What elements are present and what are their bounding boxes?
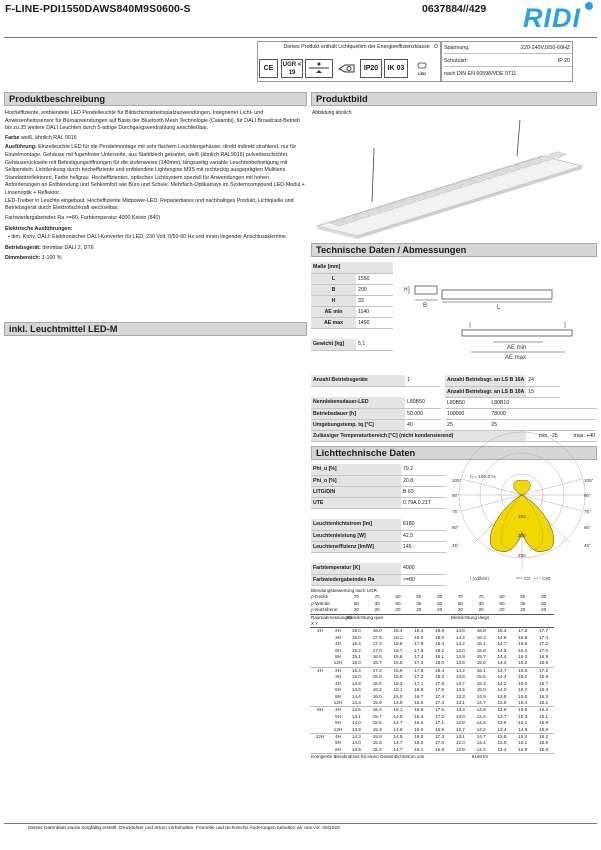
ugr-value: 14.3 [351,699,361,705]
ugr-table-wrap [310,588,554,797]
ugr-y: 4H [335,641,341,647]
ugr-value: 17.3 [435,699,445,705]
ugr-value: 16.9 [435,726,445,732]
ugr-y: 4H [330,707,346,714]
ugr-value: 15.0 [351,634,361,640]
svg-text:H: H [404,287,408,293]
ugr-value: 14.0 [497,687,507,693]
ugr-value: 15.3 [372,746,382,752]
ugr-value: 17.0 [435,740,445,746]
ugr-value: 17.7 [533,628,554,635]
ugr-value: 16.5 [372,680,382,686]
ugr-y: 4H [330,733,346,740]
ugr-value: 13.8 [497,699,507,705]
ugr-value: 15.1 [388,707,409,714]
ugr-value: 16.2 [414,720,424,726]
ugr-value: 15.9 [372,699,382,705]
ugr-value: 15.1 [351,654,361,660]
ugr-value: 18.1 [393,634,403,640]
ugr-value: 16.3 [539,693,549,699]
ugr-value: 14.3 [497,660,507,666]
ugr-value: 16.9 [372,654,382,660]
ugr-value: 16.2 [367,707,388,714]
spec-norm: nach DIN EN 60598/VDE 0711 [444,71,517,77]
product-image [312,116,594,236]
light-distribution-curve [448,469,596,583]
ugr-value: 17.3 [367,667,388,674]
svg-text:90°: 90° [452,493,459,498]
ugr-value: 16.4 [518,647,528,653]
svg-text:105°: 105° [584,478,594,483]
svg-text:60°: 60° [584,525,591,530]
ugr-value: 14.7 [497,641,507,647]
ugr-y: 8H [335,654,341,660]
ugr-value: 16.0 [414,726,424,732]
section-light: Lichttechnische Daten [311,446,597,460]
svg-text:C90: C90 [542,576,551,581]
ugr-value: 16.0 [372,693,382,699]
upward-lobe [514,480,531,495]
ugr-value: 16.9 [539,654,549,660]
ugr-value: 17.8 [408,667,429,674]
led-icon: LED [411,59,433,78]
ugr-value: 13.1 [455,699,465,705]
ugr-value: 16.5 [408,733,429,740]
ugr-value: 14.7 [476,699,486,705]
ugr-value: 15.4 [346,667,367,674]
ugr-value: 17.3 [429,733,450,740]
ugr-y: 6H [335,647,341,653]
ugr-value: 15.1 [518,720,528,726]
description-intro: Hocheffiziente, entblendete LED Pendelleuchte für Bildschirmarbeitsplatzanwendungen. Integrierter Licht- und Anwesenheitssensor für Büroanwendungen auf Basis der Bluetooth Mesh Technologie (Casambi), für DALI Broadcast-Betrieb bis zu 35 weitere DALI Leuchten durch 5-adrige Durchgangsverdrahtung anschließbar. [5,110,300,132]
ugr-value: 16.2 [539,699,549,705]
ugr-y: 8H [335,720,341,726]
ugr-value: 16.8 [372,674,382,680]
ridi-logo [521,1,599,33]
ugr-x: 4H [310,667,330,674]
ugr-value: 15.3 [393,680,403,686]
ugr-row [310,628,554,635]
ugr-value: 16.2 [518,674,528,680]
ugr-value: 13.8 [492,733,513,740]
ugr-value: 15.7 [518,687,528,693]
dimension-table: Maße [mm] L 1550 B 200 H 33 AE min 1140 AE max 1490 Gewicht [kg] 5,1 [311,262,393,351]
ugr-value: 13.5 [497,740,507,746]
ugr-value: 14.4 [476,713,486,719]
ugr-value: 12.9 [455,720,465,726]
ugr-value: 14.9 [518,726,528,732]
ugr-value: 17.4 [539,634,549,640]
svg-text:AE min: AE min [507,345,527,351]
ugr-value: 13.5 [455,687,465,693]
ugr-y: 8H [335,746,341,752]
ugr-value: 14.5 [346,707,367,714]
ugr-value: 16.9 [435,746,445,752]
ugr-value: 15.5 [512,707,533,714]
ik-rating: IK 03 [384,59,408,78]
product-description: Hocheffiziente, entblendete LED Pendelleuchte für Bildschirmarbeitsplatzanwendungen. Integrierter Licht- und Anwesenheitssensor für Büroanwendungen auf Basis der Bluetooth Mesh Technologie (Casambi), für DALI Broadcast-Betrieb bis zu 35 weitere DALI Leuchten durch 5-adrige Durchgangsverdrahtung anschließbar. Farbe weiß, ähnlich RAL 9016 Ausführung: Einzelleuchte LED für die Pendelmontage mit sehr flachem Leuchtengehäuse, direkt indirekt strahlend, nur für Einzelmontage. Gehäuse mit fugenfreier Unterseite, aus Stahlblech gekantet, weiß (ähnlich RAL9016) pulverbeschichtet. Gehäuserückseite mit Befestigungsöffnungen für die stufenweise (140mm), längsseitig variable Leuchtenbefestigung mit Seilpendeln. Lichtlenkung durch hocheffiziente und entblendete Lightengine M9S mit rechteckig ausgeprägten Multilens Standardreflektoren, Farbe hellgrau. Hocheffizientes, optisches Lichtsystem speziell für Anwendungen mit hohen Anforderungen an Entblendung und Sehkomfort wie Büro und Schule. Mehrfach-Optikarrays im Systemcompound LED-Modul + Linsenoptik + Reflektor. LED-Treiber in Leuchte eingebaut. Hocheffiziente Midpower-LED. Reparierbares und nachhaltiges Produkt, Lichtquelle und Betriebsgerät durch Elektrofachkraft wechselbar. Farbwiedergabeindex Ra >=80, Farbtemperatur 4000 Kelvin (840) Elektrische Ausführungen: • dim. Konv. DALI: Elektronischer DALI-Konverter für LED, 230 Volt, 0/50-60 Hz und innen liegender Anschlussklemme. Betriebsgerät: dimmbar DALI 2, DT6 Dimmbereich: 1-100 % [5,110,305,262]
ugr-value: 16.7 [372,660,382,666]
ugr-value: 14.4 [455,634,465,640]
ugr-x: 8H [310,707,330,714]
ugr-x: 2H [310,628,330,635]
protection-class-icon [305,59,333,78]
ugr-value: 14.9 [476,693,486,699]
svg-text:L: L [497,305,501,311]
ugr-row [310,733,554,740]
section-description: Produktbeschreibung [4,92,307,106]
energy-class-value: D [434,44,438,50]
ugr-value: 16.0 [367,628,388,635]
ugr-value: 15.2 [492,628,513,635]
ugr-value: 15.1 [393,687,403,693]
ugr-value: 14.5 [497,647,507,653]
ugr-value: 14.4 [476,720,486,726]
ugr-value: 16.9 [539,674,549,680]
ugr-value: 15.0 [393,693,403,699]
ugr-value: 15.8 [539,746,549,752]
ugr-value: 15.9 [388,667,409,674]
ugr-value: 14.9 [388,733,409,740]
ugr-value: 14.4 [497,654,507,660]
ugr-value: 13.4 [497,726,507,732]
energy-class-text: Dieses Produkt enthält Lichtquellen der Energieeffizienzklasse D [283,44,438,50]
ugr-value: 16.8 [518,634,528,640]
light-table: Phi_u [%] 79.2 Phi_o [%] 20.8 LITG/DIN B 63 UTE 0.79A 0.21T Leuchtenlichtstrom [lm] 6180 Leuchtenleistung [W] 42,5 Leuchteneffizienz [lm/W] 145 Farbtemperatur [K] 4000 Farbwiedergabeindex Ra >=80 [311,464,446,586]
ugr-value: 15.9 [539,740,549,746]
svg-text:η = 100.0 %: η = 100.0 % [470,475,496,480]
ugr-value: 12.8 [455,746,465,752]
ugr-value: 13.3 [455,693,465,699]
ugr-value: 13.7 [497,713,507,719]
ugr-value: 17.1 [414,680,424,686]
ugr-value: 16.8 [539,660,549,666]
ugr-value: 17.2 [435,713,445,719]
ugr-value: 15.4 [518,699,528,705]
ugr-value: 18.0 [435,634,445,640]
ugr-value: 12.0 [455,740,465,746]
ugr-value: 17.0 [372,647,382,653]
ugr-value: 14.0 [455,647,465,653]
ugr-value: 14.2 [476,746,486,752]
ugr-value: 15.8 [476,647,486,653]
ugr-value: 14.7 [393,740,403,746]
ugr-value: 16.1 [476,641,486,647]
ugr-value: 13.6 [497,720,507,726]
ugr-value: 15.7 [372,713,382,719]
ugr-row [310,660,554,667]
ugr-value: 14.2 [497,680,507,686]
ugr-y: 6H [335,687,341,693]
ugr-value: 13.1 [450,733,471,740]
ugr-value: 17.2 [533,667,554,674]
footer-disclaimer: Dieses Datenblatt wurde sorgfältig erstellt. Druckfehler und Irrtum vorbehalten. Formelle und technische Änderungen behalten wir uns vor. 08/2023 [28,826,340,831]
svg-text:105°: 105° [452,478,462,483]
product-title: F-LINE-PDI1550DAWS840M9S0600-S [5,3,191,15]
ugr-value: 15.0 [476,687,486,693]
ugr-value: 13.9 [497,693,507,699]
ugr-value: 16.7 [414,693,424,699]
spec-voltage: Spannung, 220-240V,0/50-60HZ [444,42,572,54]
ugr-value: 14.7 [393,720,403,726]
ugr-value: 16.3 [518,654,528,660]
ugr-value: 17.3 [414,674,424,680]
ugr-value: 14.6 [351,687,361,693]
ugr-value: 15.3 [518,713,528,719]
ugr-value: 13.4 [497,746,507,752]
ugr-row [310,707,554,714]
ugr-value: 16.6 [512,667,533,674]
ugr-value: 15.7 [476,654,486,660]
footer-divider [4,823,597,824]
ugr-value: 14.7 [393,746,403,752]
ugr-value: 14.8 [351,680,361,686]
ugr-value: 13.3 [450,707,471,714]
ugr-value: 16.5 [414,699,424,705]
dimension-header: Maße [mm] [311,262,393,273]
ugr-value: 14.7 [492,667,513,674]
ugr-value: 17.8 [414,641,424,647]
ugr-value: 15.8 [367,733,388,740]
ugr-value: 15.1 [518,740,528,746]
ugr-value: 18.0 [435,660,445,666]
ugr-value: 15.5 [393,660,403,666]
ugr-value: 14.9 [471,707,492,714]
ugr-value: 14.0 [351,720,361,726]
ugr-value: 14.0 [351,740,361,746]
ugr-value: 16.0 [518,680,528,686]
ugr-value: 17.5 [429,707,450,714]
ugr-value: 14.4 [351,693,361,699]
ugr-value: 17.4 [414,654,424,660]
ugr-y: 3H [335,674,341,680]
ugr-value: 13.8 [455,660,465,666]
header-divider [4,37,597,38]
ugr-value: 16.2 [533,733,554,740]
lamp-icon [336,59,358,78]
ugr-x [310,700,330,707]
ugr-value: 18.1 [435,654,445,660]
ugr-value: 14.9 [393,699,403,705]
ugr-value: 15.7 [393,647,403,653]
ugr-value: 16.4 [539,687,549,693]
ugr-badge: UGR < 19 [281,59,303,78]
ugr-value: 16.0 [346,628,367,635]
article-number: 0637884//429 [422,3,487,15]
spec-box [441,41,573,82]
ugr-value: 15.2 [351,647,361,653]
svg-text:C0: C0 [524,576,530,581]
section-picture: Produktbild [311,92,597,106]
svg-text:150: 150 [518,514,526,519]
ugr-value: 16.8 [471,628,492,635]
ugr-value: 15.0 [351,674,361,680]
ugr-value: 17.6 [414,647,424,653]
ce-mark-icon: CE [259,59,278,78]
svg-text:75°: 75° [584,509,591,514]
ugr-y: 6H [335,713,341,719]
picture-note: Abbildung ähnlich [312,110,352,116]
ugr-value: 16.4 [414,713,424,719]
ugr-value: 14.2 [450,667,471,674]
ugr-value: 17.3 [372,641,382,647]
ugr-value: 17.2 [512,628,533,635]
ugr-value: 17.4 [435,693,445,699]
ugr-x [310,747,330,754]
svg-text:75°: 75° [452,509,459,514]
ugr-value: 15.4 [351,641,361,647]
svg-text:60°: 60° [452,525,459,530]
ugr-value: 13.0 [455,713,465,719]
ugr-value: 16.1 [471,667,492,674]
ugr-y: 12H [333,660,343,666]
ugr-value: 13.9 [351,746,361,752]
svg-text:45°: 45° [452,543,459,548]
ugr-value: 16.4 [388,628,409,635]
ugr-value: 17.5 [435,687,445,693]
ugr-y: 12H [333,699,343,705]
ugr-x [310,727,330,734]
ugr-x: 12H [310,733,330,740]
ugr-value: 13.7 [455,680,465,686]
ugr-value: 15.3 [372,726,382,732]
ugr-y: 2H [330,628,346,635]
ugr-value: 16.6 [518,641,528,647]
ugr-value: 14.4 [476,740,486,746]
ugr-value: 15.9 [539,720,549,726]
ugr-value: 15.3 [476,680,486,686]
svg-text:AE max: AE max [505,355,527,361]
ugr-value: 14.4 [497,674,507,680]
ugr-value: 13.9 [455,654,465,660]
operating-table: Anzahl Betriebsgeräte 1 Anzahl Betriebsgr. an LS B 16A 24 Anzahl Betriebsgr. an LS B 10A 15 Nennlebensdauer-LED L80B50 L80B50 L80B10 Betriebsdauer [h] 50.000 100000 78000 Umgebungstemp. tq [°C] 40 25 25 Zulässiger Temperaturbereich [°C] (nicht kondensierend) min. -25 max. +40 [311,375,597,442]
svg-text:90°: 90° [584,493,591,498]
ugr-y: 6H [335,740,341,746]
ugr-row [310,747,554,754]
ugr-value: 14.9 [518,746,528,752]
ugr-value: 12.7 [455,726,465,732]
ugr-row [310,727,554,734]
ugr-value: 14.7 [471,733,492,740]
ugr-value: 16.2 [414,740,424,746]
ugr-value: 14.8 [450,628,471,635]
ugr-value: 16.8 [408,707,429,714]
ugr-value: 16.3 [533,707,554,714]
ugr-row [310,700,554,707]
ugr-value: 16.8 [414,687,424,693]
ip-rating: IP20 [360,59,382,78]
ugr-value: 18.4 [408,628,429,635]
ugr-value: 17.1 [435,720,445,726]
ugr-y: 8H [335,693,341,699]
ugr-value: 15.6 [476,674,486,680]
ugr-value: 18.0 [435,674,445,680]
ugr-value: 18.9 [429,628,450,635]
section-lamp: inkl. Leuchtmittel LED-M [4,322,307,336]
ugr-table: Blendungsbewertung nach UGR ρ-Decke 70 70 50 50 30 70 70 50 50 30 ρ-Wände 50 30 50 30 30 50 30 50 30 30 ρ-Nutzebene 20 20 20 20 20 20 20 20 20 20 Raumabmessungen Blickrichtung quer Blickrichtung längs X Y 2H 2H 16.0 16.0 16.4 18.4 18.9 14.8 16.8 15.2 17.2 17.7 3H 15.0 17.5 18.1 18.0 18.0 14.4 16.3 14.9 16.8 17.4 4H 15.4 17.3 15.9 17.8 18.4 14.2 16.1 14.7 16.6 17.2 6H 15.2 17.0 15.7 17.6 18.2 14.0 15.8 14.5 16.4 17.0 8H 15.1 16.9 15.6 17.4 18.1 13.9 15.7 14.4 16.3 16.9 12H 15.0 16.7 15.5 17.3 18.0 13.8 15.6 14.3 16.2 16.8 4H 2H 15.4 17.3 15.9 17.8 18.4 14.2 16.1 14.7 16.6 17.2 3H 15.0 16.8 15.5 17.3 18.0 13.8 15.6 14.4 16.2 16.9 4H 14.8 16.5 15.3 17.1 17.8 13.7 15.3 14.2 16.0 16.7 6H 14.6 16.2 15.1 16.8 17.5 13.5 15.0 14.0 15.7 16.4 8H 14.4 16.0 15.0 16.7 17.4 13.3 14.9 13.9 15.5 16.3 12H 14.3 15.9 14.9 16.5 17.3 13.1 14.7 13.8 15.4 16.2 8H 4H 14.5 16.2 15.1 16.8 17.5 13.3 14.9 13.9 15.5 16.3 6H 14.1 15.7 14.8 16.4 17.2 13.0 14.4 13.7 15.3 15.1 8H 14.0 15.5 14.7 16.2 17.1 12.9 14.4 13.6 15.1 15.9 12H 13.9 15.3 14.6 16.0 16.9 12.7 14.2 13.4 14.9 15.8 12H 4H 14.3 15.8 14.9 16.5 17.3 13.1 14.7 13.8 15.4 16.2 6H 14.0 15.5 14.7 16.2 17.0 12.0 14.4 13.5 15.1 15.9 8H 13.9 15.3 14.7 16.1 16.9 12.8 14.2 13.4 14.9 15.8 Korrigierte Blendindizes für einen Gesamtlichtstrom von 6180 lm [310,588,554,761]
svg-text:B: B [423,303,428,309]
ugr-value: 14.2 [455,641,465,647]
ugr-value: 18.4 [435,641,445,647]
ugr-value: 15.5 [372,740,382,746]
ugr-x [310,660,330,667]
ugr-value: 13.9 [492,707,513,714]
ugr-value: 17.2 [539,641,549,647]
ugr-value: 17.5 [372,634,382,640]
ugr-value: 16.1 [414,746,424,752]
ugr-title: Blendungsbewertung nach UGR [311,588,377,593]
svg-text:45°: 45° [584,543,591,548]
svg-text:300: 300 [518,533,526,538]
dimension-drawing [397,272,587,362]
ugr-y: 4H [335,680,341,686]
ugr-value: 18.2 [435,647,445,653]
section-tech: Technische Daten / Abmessungen [311,243,597,257]
ugr-value: 15.4 [512,733,533,740]
ugr-value: 17.8 [435,680,445,686]
ugr-value: 15.5 [518,693,528,699]
ugr-value: 15.5 [372,720,382,726]
ugr-value: 14.9 [497,634,507,640]
ugr-value: 14.3 [346,733,367,740]
svg-text:RIDI: RIDI [523,3,581,33]
ugr-value: 16.3 [476,634,486,640]
ugr-value: 15.8 [539,726,549,732]
ugr-value: 14.1 [351,713,361,719]
ugr-value: 13.9 [351,726,361,732]
ugr-value: 13.8 [455,674,465,680]
ugr-value: 15.1 [539,713,549,719]
spec-protection: Schutzart: IP 20 [444,55,572,67]
ugr-value: 15.9 [393,641,403,647]
ugr-value: 15.6 [393,654,403,660]
ugr-value: 16.2 [372,687,382,693]
louvre-cell [549,152,567,158]
ugr-value: 15.0 [351,660,361,666]
ugr-value: 15.5 [393,674,403,680]
ugr-value: 16.7 [539,680,549,686]
ugr-value: 18.0 [414,634,424,640]
svg-text:450: 450 [518,553,526,558]
ugr-y: 3H [335,634,341,640]
ugr-value: 17.0 [539,647,549,653]
ugr-value: 18.4 [429,667,450,674]
ugr-value: 15.6 [476,660,486,666]
ugr-row [310,667,554,674]
ugr-value: 14.2 [476,726,486,732]
ugr-y: 12H [333,726,343,732]
ugr-y: 2H [330,667,346,674]
ugr-value: 16.2 [518,660,528,666]
ugr-value: 17.3 [414,660,424,666]
ugr-value: 14.6 [393,726,403,732]
ugr-footer: Korrigierte Blendindizes für einen Gesamtlichtstrom von [310,754,471,761]
svg-text:I (cd/klm): I (cd/klm) [470,576,489,581]
ugr-value: 14.8 [393,713,403,719]
